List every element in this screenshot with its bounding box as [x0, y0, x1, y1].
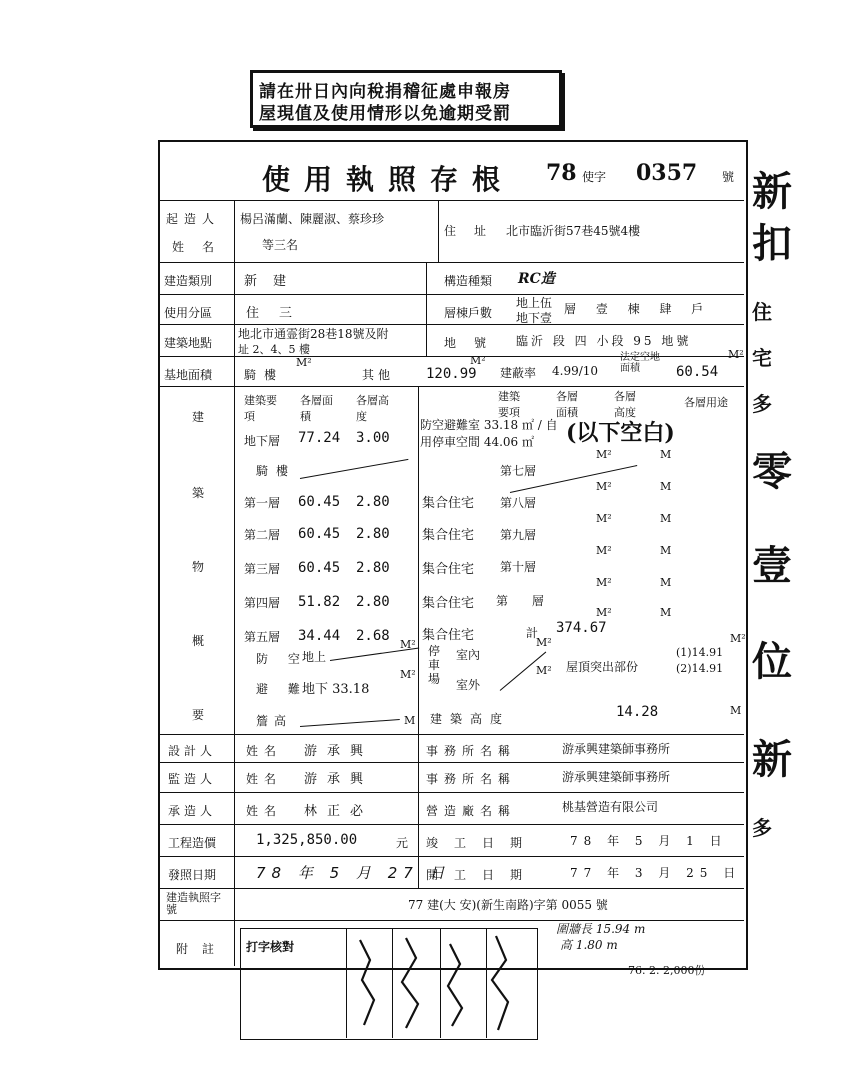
col-head-l3: 各層高度: [356, 394, 389, 423]
unit-m: M: [660, 576, 672, 589]
right-floor-8: 第八層: [500, 496, 537, 510]
arcade-label: 騎樓: [244, 368, 285, 382]
cost-unit: 元: [396, 836, 409, 850]
height-label: 建築高度: [430, 712, 511, 726]
floor-height-2: 2.80: [356, 526, 390, 542]
floor-area-b1: 77.24: [298, 430, 341, 446]
supervisor-label: 監造人: [168, 772, 217, 786]
parking-unit-2: M²: [536, 664, 552, 677]
other-value: 120.99: [426, 366, 477, 382]
designer-name-label: 姓名: [246, 744, 283, 758]
floor-label-2: 第二層: [244, 528, 281, 542]
floor-height-b1: 3.00: [356, 430, 390, 446]
lot-value: 臨沂 段 四 小段 95 地號: [516, 334, 692, 348]
designer-label: 設計人: [168, 744, 217, 758]
coverage-value: 4.99/10: [552, 364, 599, 378]
designer-office-label: 事務所名稱: [426, 744, 517, 758]
type-value: 新建: [244, 274, 303, 289]
col-head-r3: 各層高度: [614, 390, 636, 419]
unit-m: M: [660, 512, 672, 525]
parking-label: 停車場: [428, 644, 441, 686]
floor-area-4: 51.82: [298, 594, 341, 610]
side-label-2: 築: [192, 486, 205, 500]
legal-label: 法定空地面積: [620, 352, 660, 374]
margin-char-10: 多: [752, 816, 772, 840]
finish-label: 竣工日期: [426, 836, 539, 850]
type-label: 建造類別: [164, 274, 213, 288]
name-label: 姓名: [172, 240, 233, 254]
floor-area-5: 34.44: [298, 628, 341, 644]
start-label: 開工日期: [426, 868, 539, 882]
shelter-label-2: 避 難: [256, 682, 308, 696]
structure-value: RC造: [518, 271, 555, 287]
margin-char-7: 壹: [752, 542, 792, 589]
permit-number-mid: 使字: [582, 170, 607, 184]
builder-label: 承造人: [168, 804, 217, 818]
floor-label-b1: 地下層: [244, 434, 281, 448]
floors-label: 層棟戶數: [444, 306, 493, 320]
supervisor-name-label: 姓名: [246, 772, 283, 786]
total-value: 374.67: [556, 620, 607, 636]
floor-use-1: 集合住宅: [422, 496, 475, 511]
height-unit: M: [730, 704, 742, 717]
roof-label: 屋頂突出部份: [566, 660, 639, 674]
right-floor-blank: 第 層: [496, 594, 554, 608]
unit-m2: M²: [596, 544, 612, 557]
unit-m: M: [660, 480, 672, 493]
other-unit: M²: [470, 354, 486, 367]
margin-char-8: 位: [752, 638, 792, 685]
floor-use-b1: 防空避難室 33.18 ㎡ / 自用停車空間 44.06 ㎡: [420, 418, 558, 449]
finish-value: 78 年 5 月 1 日: [570, 834, 728, 848]
floor-use-4: 集合住宅: [422, 596, 475, 611]
right-floor-total: 計: [526, 626, 539, 640]
floor-area-1: 60.45: [298, 494, 341, 510]
wall-height: 高 1.80 m: [560, 938, 618, 952]
margin-char-2: 扣: [752, 220, 792, 267]
notice-line-2: 屋現值及使用情形以免逾期受罰: [259, 104, 511, 124]
builder-firm-label: 營造廠名稱: [426, 804, 517, 818]
right-floor-7: 第七層: [500, 464, 537, 478]
shelter-label-1: 防 空: [256, 652, 308, 666]
site-value: 地北市通霊街28巷18號及附: [238, 327, 389, 341]
col-head-l2: 各層面積: [300, 394, 333, 423]
floor-label-4: 第四層: [244, 596, 281, 610]
floors-below: 地下壹: [516, 311, 553, 325]
coverage-label: 建蔽率: [500, 366, 537, 380]
eaves-label: 簷高: [256, 714, 293, 728]
right-floor-10: 第十層: [500, 560, 537, 574]
lot-label: 地號: [444, 336, 505, 350]
blank-note: (以下空白): [566, 420, 675, 446]
parking-unit-1: M²: [536, 636, 552, 649]
permit-number-prefix: 78: [546, 160, 577, 186]
margin-char-5: 多: [752, 392, 772, 416]
builder-firm: 桃基營造有限公司: [562, 800, 659, 814]
structure-label: 構造種類: [444, 274, 493, 288]
height-value: 14.28: [616, 704, 659, 720]
right-floor-9: 第九層: [500, 528, 537, 542]
cost-label: 工程造價: [168, 836, 217, 850]
unit-m2: M²: [596, 606, 612, 619]
legal-unit: M²: [728, 348, 744, 361]
unit-m2: M²: [596, 512, 612, 525]
permit-number: 0357: [636, 160, 698, 186]
floor-label-1: 第一層: [244, 496, 281, 510]
floor-height-3: 2.80: [356, 560, 390, 576]
margin-char-1: 新: [752, 168, 792, 215]
eaves-unit: M: [404, 714, 416, 727]
builder-name: 林正必: [304, 804, 374, 819]
side-label-5: 要: [192, 708, 205, 722]
roof-1: (1)14.91: [676, 646, 724, 659]
side-label-4: 概: [192, 634, 205, 648]
floor-label-5: 第五層: [244, 630, 281, 644]
floor-use-5: 集合住宅: [422, 628, 475, 643]
site-label: 建築地點: [164, 336, 213, 350]
remarks-stamp: 打字核對: [246, 940, 295, 954]
wall-length: 圍牆長 15.94 m: [556, 922, 646, 936]
margin-char-6: 零: [752, 448, 792, 495]
parking-in: 室內: [456, 648, 481, 662]
notice-line-1: 請在卅日內向稅捐稽征處申報房: [259, 82, 511, 102]
floor-area-2: 60.45: [298, 526, 341, 542]
col-head-r2: 各層面積: [556, 390, 578, 419]
unit-m2: M²: [596, 576, 612, 589]
margin-char-9: 新: [752, 736, 792, 783]
floor-label-3: 第三層: [244, 562, 281, 576]
base-area-label: 基地面積: [164, 368, 213, 382]
side-label-1: 建: [192, 410, 205, 424]
designer-office: 游承興建築師事務所: [562, 742, 671, 756]
unit-m2: M²: [596, 480, 612, 493]
roof-unit: M²: [730, 632, 746, 645]
floors-above: 地上伍: [516, 296, 553, 310]
floor-height-1: 2.80: [356, 494, 390, 510]
shelter-unit-2: M²: [400, 668, 416, 681]
issue-label: 發照日期: [168, 868, 217, 882]
issue-value: 78 年 5 月 27 日: [256, 864, 451, 882]
address-label: 住址: [444, 224, 505, 238]
shelter-unit-1: M²: [400, 638, 416, 651]
permit-number-suffix: 號: [722, 170, 735, 184]
applicant-value: 楊呂滿蘭、陳麗淑、蔡珍珍: [240, 212, 385, 226]
col-head-r4: 各層用途: [684, 396, 728, 409]
remarks-label: 附註: [176, 942, 229, 956]
margin-char-4: 宅: [752, 346, 772, 370]
margin-char-3: 住: [752, 300, 772, 324]
start-value: 77 年 3 月 25 日: [570, 866, 742, 880]
zone-label: 使用分區: [164, 306, 213, 320]
supervisor-name: 游承興: [304, 772, 374, 787]
floor-use-3: 集合住宅: [422, 562, 475, 577]
applicant-value-2: 等三名: [262, 238, 299, 252]
address-value: 北市臨沂街57巷45號4樓: [506, 224, 641, 238]
col-head-r1: 建築要項: [498, 390, 520, 419]
designer-name: 游承興: [304, 744, 374, 759]
shelter-below: 地下 33.18: [302, 682, 370, 697]
supervisor-office: 游承興建築師事務所: [562, 770, 671, 784]
floor-use-2: 集合住宅: [422, 528, 475, 543]
unit-m: M: [660, 544, 672, 557]
parking-out: 室外: [456, 678, 481, 692]
permit-value: 77 建(大 安)(新生南路)字第 0055 號: [408, 898, 608, 912]
arcade-unit: M²: [296, 356, 312, 369]
unit-m: M: [660, 606, 672, 619]
side-label-3: 物: [192, 560, 205, 574]
form-title: 使用執照存根: [262, 163, 515, 196]
signature-seals: [350, 930, 530, 1035]
floor-label-arcade: 騎樓: [256, 464, 297, 478]
builder-name-label: 姓名: [246, 804, 283, 818]
cost-value: 1,325,850.00: [256, 832, 358, 848]
roof-2: (2)14.91: [676, 662, 724, 675]
notice-stamp: [250, 70, 562, 128]
col-head-l1: 建築要項: [244, 394, 277, 423]
supervisor-office-label: 事務所名稱: [426, 772, 517, 786]
floor-height-5: 2.68: [356, 628, 390, 644]
floor-area-3: 60.45: [298, 560, 341, 576]
permit-label: 建造執照字號: [166, 891, 221, 916]
zone-value: 住三: [246, 306, 313, 321]
legal-value: 60.54: [676, 364, 719, 380]
unit-m2: M²: [596, 448, 612, 461]
other-label: 其他: [362, 368, 395, 382]
shelter-above: 地上: [302, 650, 327, 664]
applicant-label: 起造人: [166, 212, 221, 226]
site-value-2: 址 2、4、5 樓: [238, 343, 310, 356]
form-code: 76. 2. 2,000份: [628, 964, 706, 977]
unit-m: M: [660, 448, 672, 461]
floors-rest: 層 壹 棟 肆 戶: [564, 302, 712, 316]
floor-height-4: 2.80: [356, 594, 390, 610]
